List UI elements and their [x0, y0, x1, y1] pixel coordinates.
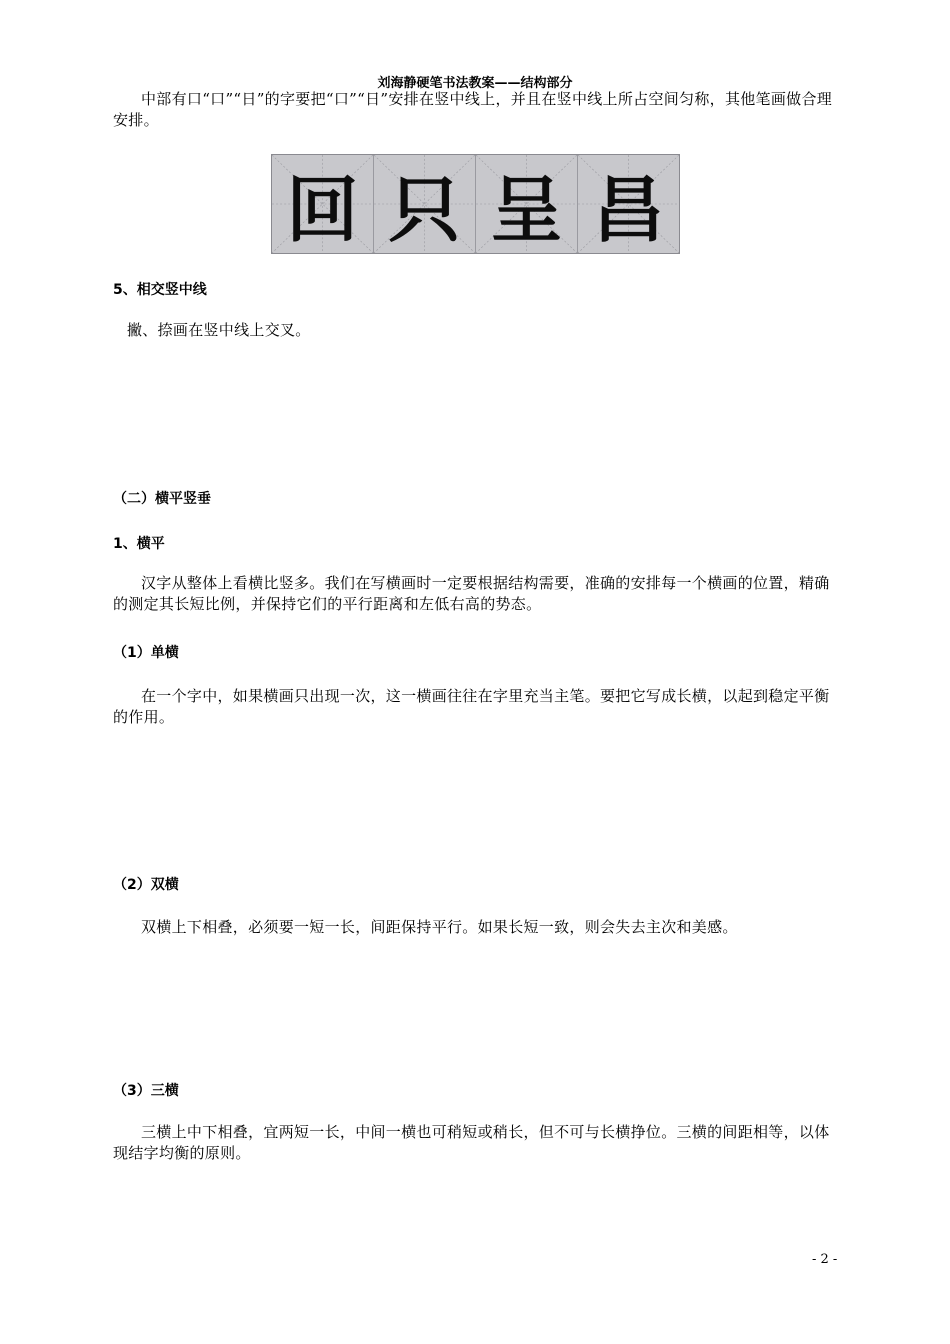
example-char: 呈	[490, 167, 563, 252]
example-char: 只	[388, 167, 461, 252]
grid-cell	[476, 155, 578, 253]
grid-cell	[578, 155, 679, 253]
horizontal-paragraph: 汉字从整体上看横比竖多。我们在写横画时一定要根据结构需要，准确的安排每一个横画的位置，精确的测定其长短比例，并保持它们的平行距离和左低右高的势态。	[113, 574, 830, 613]
section5-paragraph: 撇、捺画在竖中线上交叉。	[127, 321, 311, 339]
page-number: - 2 -	[812, 1252, 838, 1267]
intro-paragraph: 中部有口“口”“日”的字要把“口”“日”安排在竖中线上，并且在竖中线上所占空间匀称，其他笔画做合理安排。	[113, 90, 833, 129]
single-heading: （1）单横	[113, 645, 179, 661]
grid-cell	[272, 155, 374, 253]
single-paragraph: 在一个字中，如果横画只出现一次，这一横画往往在字里充当主笔。要把它写成长横，以起到稳定平衡的作用。	[113, 687, 830, 726]
grid-cell	[374, 155, 476, 253]
section5-heading: 5、相交竖中线	[113, 282, 207, 298]
example-char: 回	[286, 167, 359, 252]
horizontal-heading: 1、横平	[113, 536, 165, 552]
example-char: 昌	[592, 167, 665, 252]
triple-paragraph: 三横上中下相叠，宜两短一长，中间一横也可稍短或稍长，但不可与长横挣位。三横的间距相等，以体现结字均衡的原则。	[113, 1123, 830, 1162]
document-header: 刘海静硬笔书法教案——结构部分	[377, 76, 573, 91]
calligraphy-example-strip	[271, 154, 680, 254]
triple-heading: （3）三横	[113, 1083, 179, 1099]
double-paragraph: 双横上下相叠，必须要一短一长，间距保持平行。如果长短一致，则会失去主次和美感。	[141, 918, 738, 936]
double-heading: （2）双横	[113, 877, 179, 893]
section-b-heading: （二）横平竖垂	[113, 491, 211, 507]
